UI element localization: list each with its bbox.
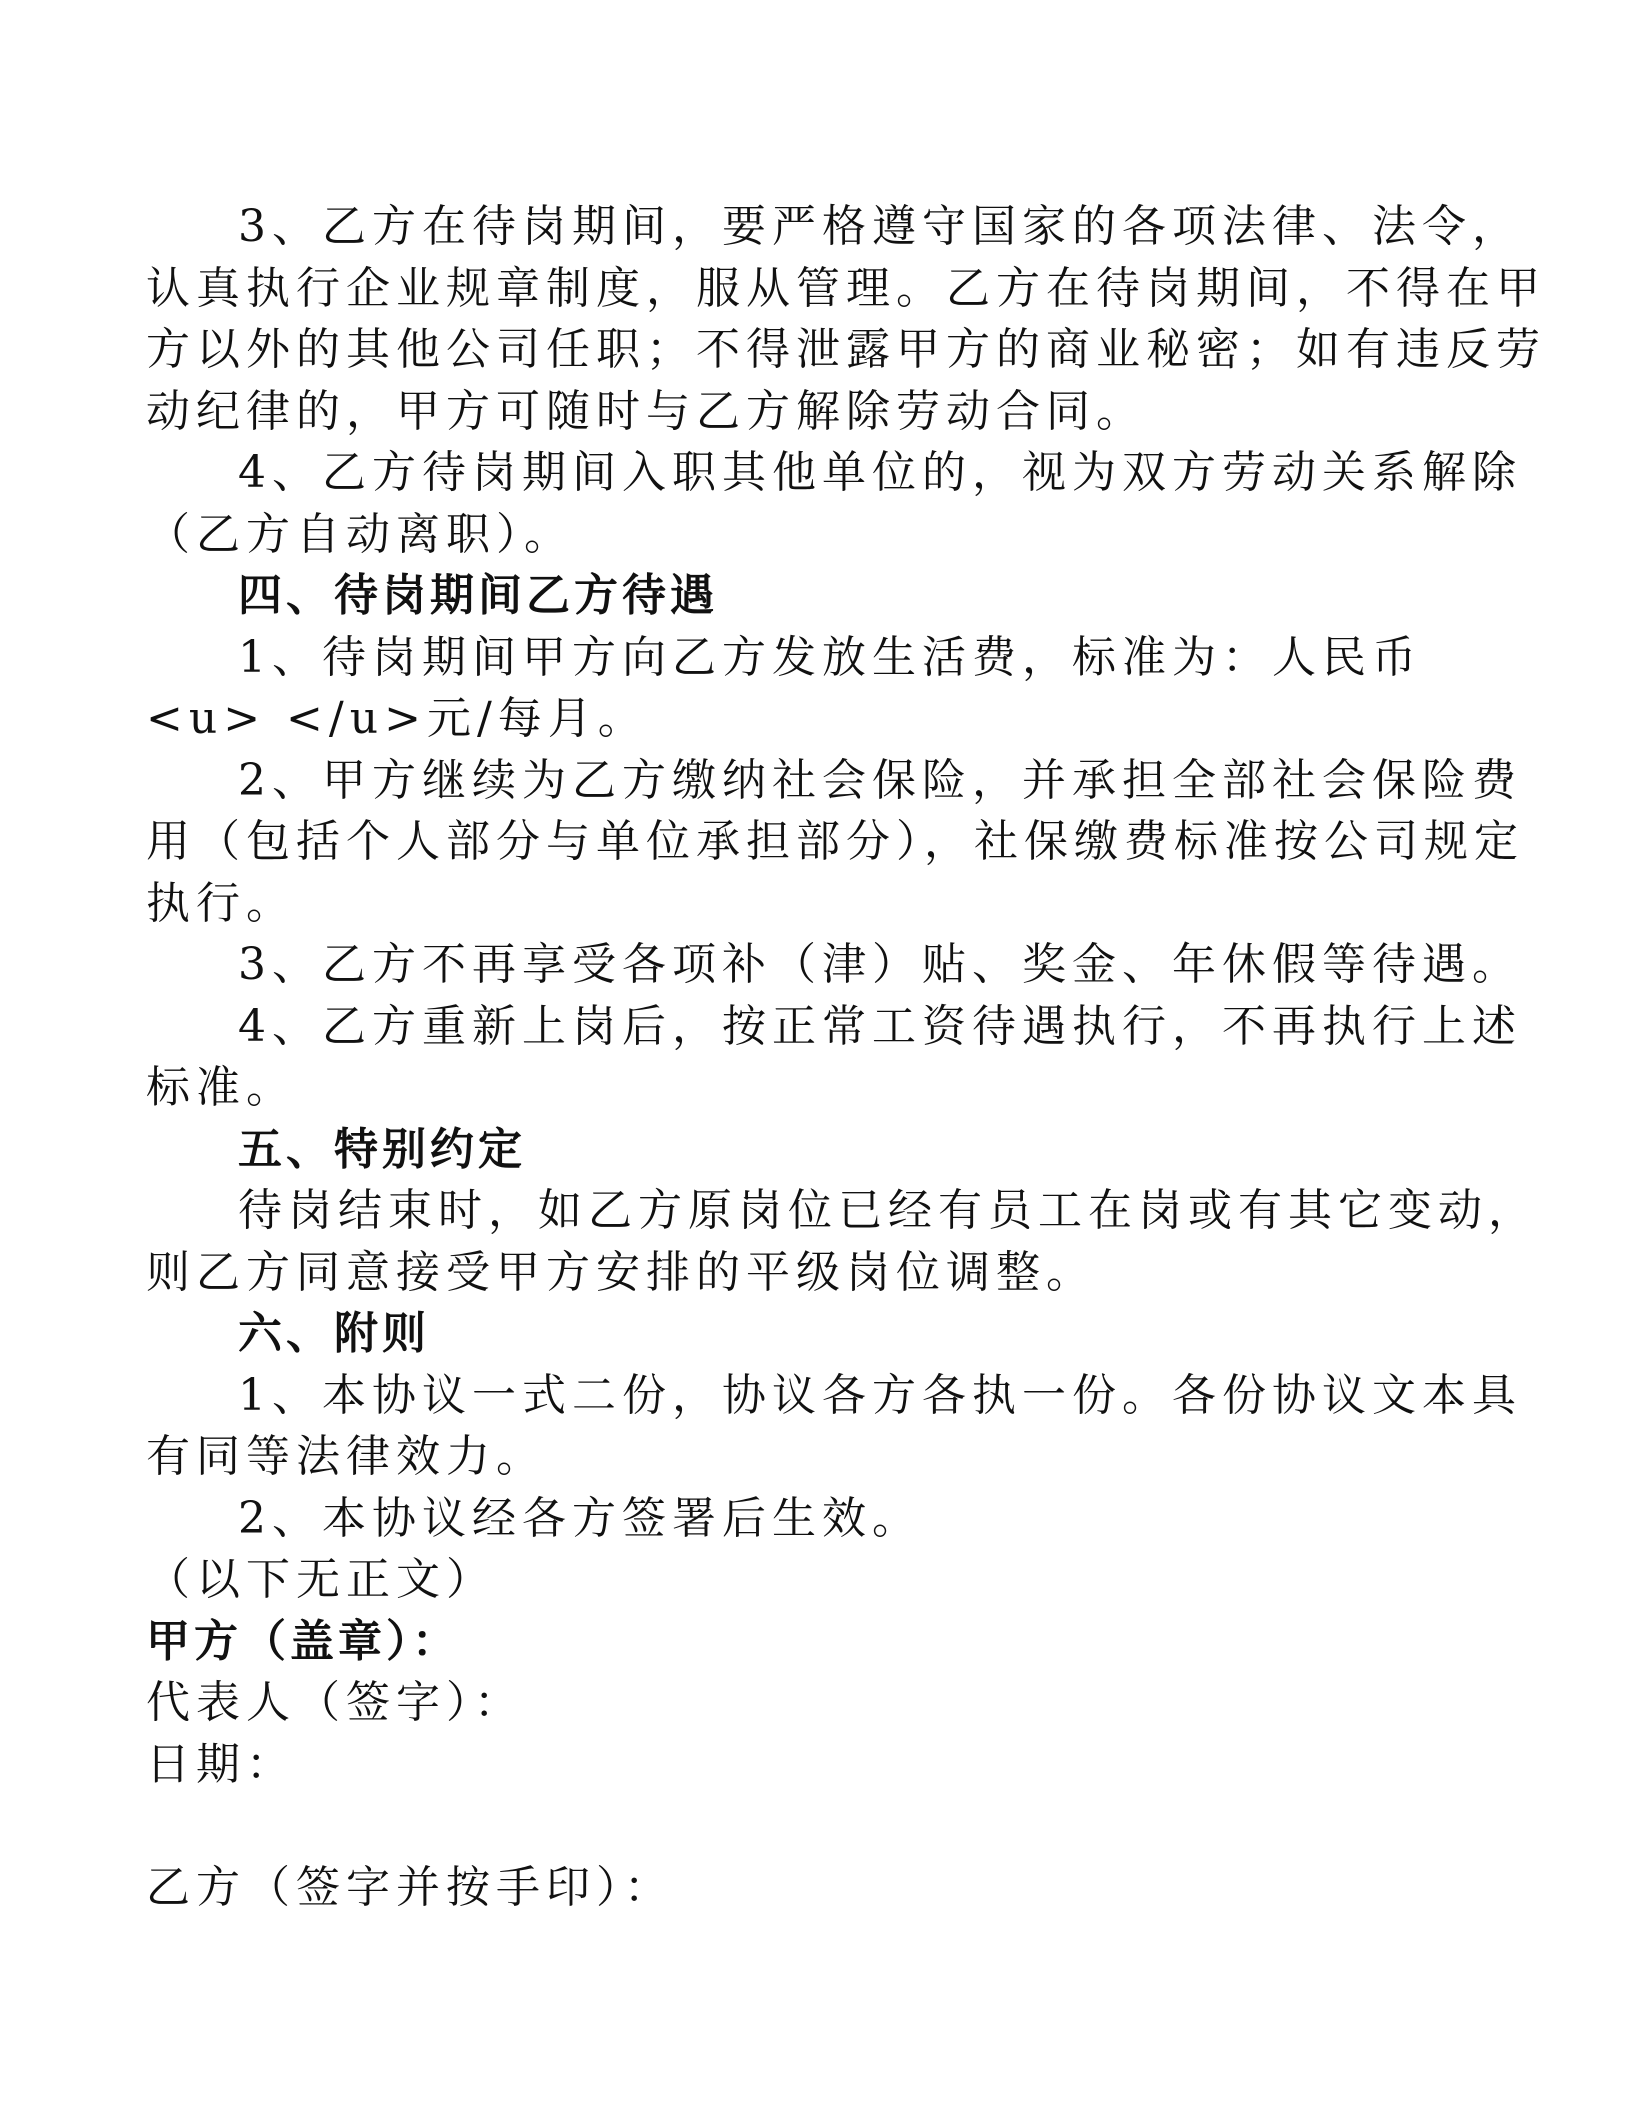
blank-line	[146, 1795, 1486, 1857]
clause-3-line-4: 动纪律的，甲方可随时与乙方解除劳动合同。	[146, 385, 1146, 437]
appendix-1-line-1: 1、本协议一式二份，协议各方各执一份。各份协议文本具	[238, 1369, 1522, 1421]
end-of-text-note: （以下无正文）	[146, 1554, 496, 1605]
clause-4-line-1: 4、乙方待岗期间入职其他单位的，视为双方劳动关系解除	[238, 447, 1522, 498]
special-line-1: 待岗结束时，如乙方原岗位已经有员工在岗或有其它变动，	[238, 1185, 1538, 1236]
appendix-1-line-2: 有同等法律效力。	[146, 1431, 546, 1482]
benefit-1-line-1: 1、待岗期间甲方向乙方发放生活费，标准为：人民币	[238, 631, 1422, 683]
clause-3-line-3: 方以外的其他公司任职；不得泄露甲方的商业秘密；如有违反劳	[146, 324, 1546, 375]
section-5-heading: 五、特别约定	[238, 1123, 526, 1175]
benefit-3-line-1: 3、乙方不再享受各项补（津）贴、奖金、年休假等待遇。	[238, 939, 1522, 990]
section-6-heading: 六、附则	[238, 1308, 430, 1359]
section-4-heading: 四、待岗期间乙方待遇	[238, 570, 718, 621]
special-line-2: 则乙方同意接受甲方安排的平级岗位调整。	[146, 1246, 1096, 1298]
party-a-seal-label: 甲方（盖章）：	[146, 1615, 460, 1667]
date-label: 日期：	[146, 1738, 296, 1790]
clause-3-line-1: 3、乙方在待岗期间，要严格遵守国家的各项法律、法令，	[238, 201, 1522, 252]
document-body	[146, 196, 1546, 1918]
benefit-2-line-3: 执行。	[146, 877, 296, 929]
benefit-2-line-2: 用（包括个人部分与单位承担部分），社保缴费标准按公司规定	[146, 816, 1524, 867]
benefit-4-line-1: 4、乙方重新上岗后，按正常工资待遇执行，不再执行上述	[238, 1000, 1522, 1052]
benefit-4-line-2: 标准。	[146, 1062, 296, 1113]
representative-signature-label: 代表人（签字）：	[146, 1677, 524, 1728]
clause-3-line-2: 认真执行企业规章制度，服从管理。乙方在待岗期间，不得在甲	[146, 262, 1546, 314]
benefit-1-line-2: <u> </u>元/每月。	[146, 693, 648, 744]
party-b-signature-label: 乙方（签字并按手印）：	[146, 1861, 674, 1913]
benefit-2-line-1: 2、甲方继续为乙方缴纳社会保险，并承担全部社会保险费	[238, 754, 1522, 806]
appendix-2-line-1: 2、本协议经各方签署后生效。	[238, 1492, 922, 1544]
clause-4-line-2: （乙方自动离职）。	[146, 508, 574, 560]
